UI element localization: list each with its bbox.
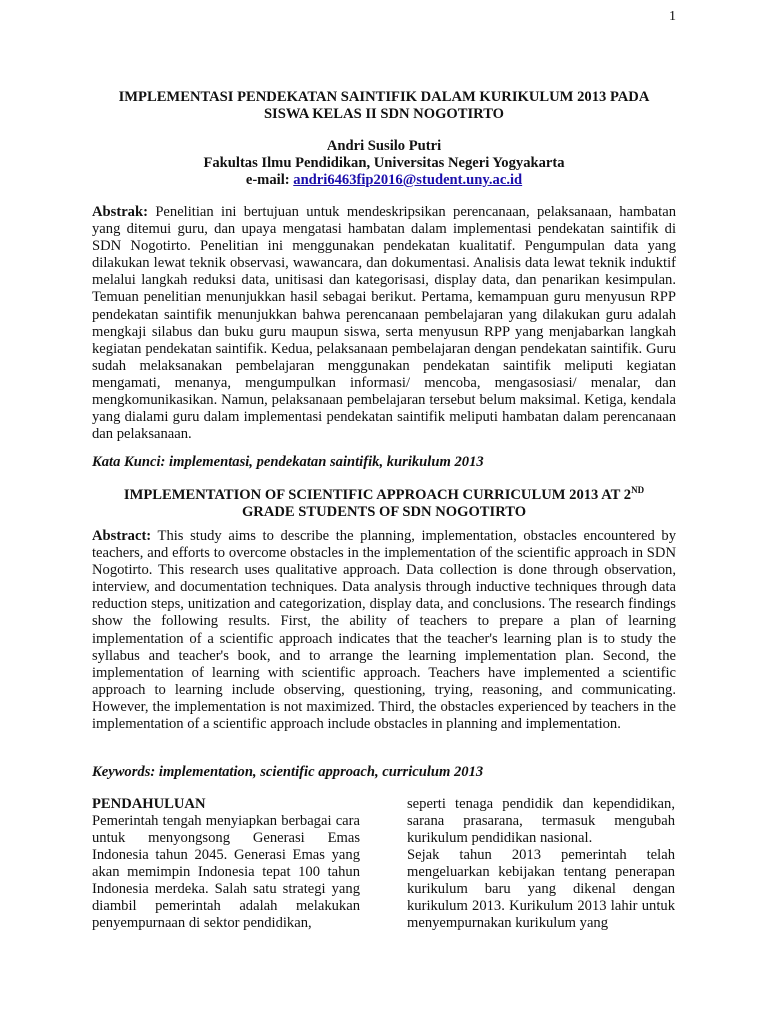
page-number: 1	[669, 9, 676, 24]
abstract-paragraph	[92, 528, 676, 733]
section-heading: PENDAHULUAN	[92, 796, 206, 812]
email-label: e-mail:	[245, 172, 290, 188]
abstract-label: Abstract:	[92, 528, 152, 544]
paper-title-line-1: IMPLEMENTASI PENDEKATAN SAINTIFIK DALAM KURIKULUM 2013 PADA	[118, 89, 650, 105]
english-title-line-2: GRADE STUDENTS OF SDN NOGOTIRTO	[241, 504, 527, 520]
abstrak-paragraph	[92, 204, 676, 443]
english-title-line-1: IMPLEMENTATION OF SCIENTIFIC APPROACH CURRICULUM 2013 AT 2ND	[123, 485, 645, 503]
author-affiliation: Fakultas Ilmu Pendidikan, Universitas Negeri Yogyakarta	[203, 155, 565, 171]
keywords: Keywords: implementation, scientific approach, curriculum 2013	[92, 764, 484, 780]
abstract-text: This study aims to describe the planning, implementation, obstacles encountered by teachers, and efforts to overcome obstacles in the implementation of the scientific approach in SDN Nogotirto. This research uses qualitative approach. Data collection is done through observation, interview, and documentation techniques. Data analysis through inductive techniques through data reduction steps, unitization and categorization, display data, and conclusions. The research findings show the following results. First, the ability of teachers to prepare a plan of learning implementation of a scientific approach indicates that the teacher's learning plan is to study the syllabus and teacher's book, and to arrange the learning implementation plan. Second, the implementation of learning with scientific approach. Teachers have implemented a scientific approach to learning include observing, questioning, trying, reasoning, and communicating. However, the implementation is not maximized. Third, the obstacles experienced by teachers in the implementation of a scientific approach include obstacles in planning and implementation.	[92, 528, 676, 733]
paper-title-line-2: SISWA KELAS II SDN NOGOTIRTO	[263, 106, 505, 122]
pendahuluan-left-text: Pemerintah tengah menyiapkan berbagai cara untuk menyongsong Generasi Emas Indonesia tahun 2045. Generasi Emas yang akan memimpin Indonesia tepat 100 tahun Indonesia merdeka. Salah satu strategi yang diambil pemerintah adalah melakukan penyempurnaan di sektor pendidikan,	[92, 813, 360, 931]
body-column-left	[92, 796, 360, 932]
abstrak-text: Penelitian ini bertujuan untuk mendeskripsikan perencanaan, pelaksanaan, hambatan yang ditemui guru, dan upaya mengatasi hambatan dalam implementasi pendekatan saintifik di SDN Nogotirto. Penelitian ini menggunakan pendekatan kualitatif. Pengumpulan data yang dilakukan lewat teknik observasi, wawancara, dan dokumentasi. Analisis data lewat teknik induktif melalui langkah reduksi data, unitisasi dan kategorisasi, display data, dan penarikan kesimpulan. Temuan penelitian menunjukkan hasil sebagai berikut. Pertama, kemampuan guru menyusun RPP pendekatan saintifik menunjukkan bahwa perencanaan pembelajaran yang dilakukan guru adalah mengkaji silabus dan buku guru maupun siswa, serta menyusun RPP yang menjabarkan langkah kegiatan pendekatan saintifik. Kedua, pelaksanaan pembelajaran dengan pendekatan saintifik. Guru sudah melaksanakan pembelajaran menggunakan pendekatan saintifik meliputi kegiatan mengamati, menanya, mengumpulkan informasi/ mencoba, mengasosiasi/ menalar, dan mengkomunikasikan. Namun, pelaksanaan pembelajaran tersebut belum maksimal. Ketiga, kendala yang dialami guru dalam implementasi pendekatan saintifik meliputi hambatan dalam perencanaan dan pelaksanaan.	[92, 204, 676, 443]
email-link[interactable]: andri6463fip2016@student.uny.ac.id	[293, 172, 523, 188]
kata-kunci: Kata Kunci: implementasi, pendekatan saintifik, kurikulum 2013	[92, 454, 484, 470]
author-email-line	[92, 172, 676, 189]
abstrak-label: Abstrak:	[92, 204, 148, 220]
pendahuluan-right-text-1: seperti tenaga pendidik dan kependidikan, sarana prasarana, termasuk mengubah kurikulum pendidikan nasional.	[407, 796, 675, 846]
paper-title	[92, 89, 676, 123]
body-column-right	[407, 796, 675, 932]
english-title	[92, 482, 676, 521]
author-name: Andri Susilo Putri	[326, 138, 442, 154]
pendahuluan-right-text-2: Sejak tahun 2013 pemerintah telah mengeluarkan kebijakan tentang penerapan kurikulum baru yang dikenal dengan kurikulum 2013. Kurikulum 2013 lahir untuk menyempurnakan kurikulum yang	[407, 847, 675, 931]
english-title-superscript: ND	[631, 485, 645, 495]
author-block	[92, 138, 676, 189]
